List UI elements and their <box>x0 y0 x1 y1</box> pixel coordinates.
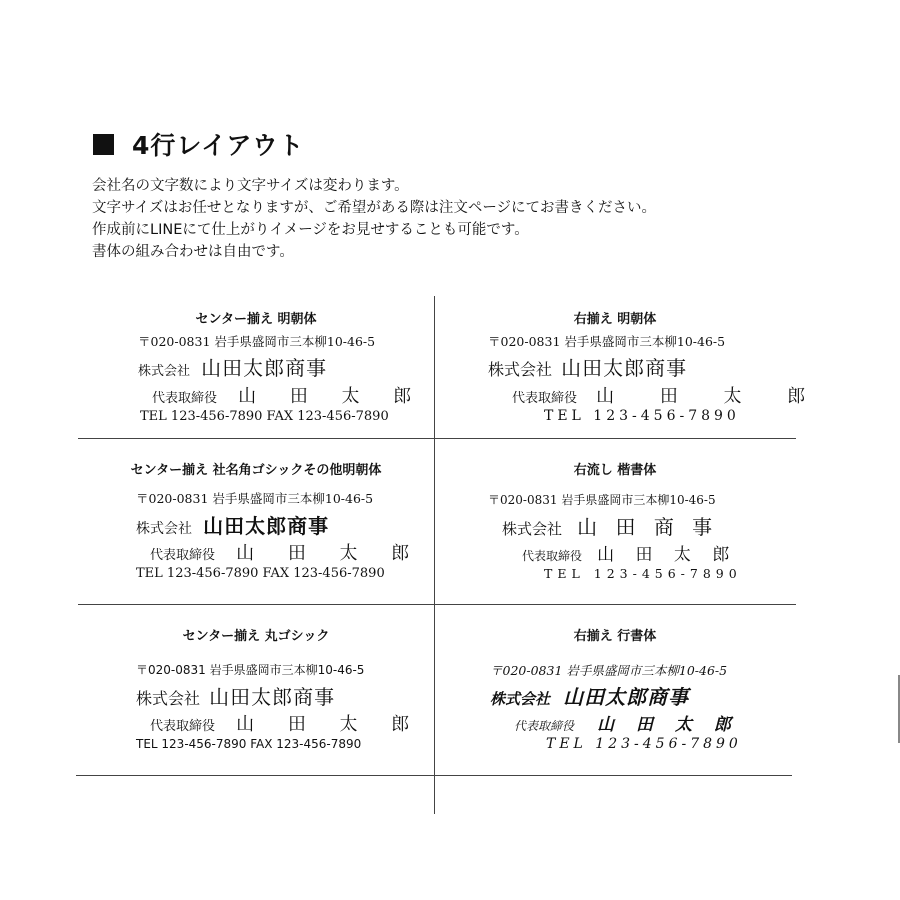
grid-divider-horizontal <box>76 775 792 776</box>
sample-center-maru-gothic <box>78 605 434 775</box>
stamp-person: 山 田 太 郎 <box>597 545 738 565</box>
stamp-address: 〒020-0831 岩手県盛岡市三本柳10-46-5 <box>136 491 374 506</box>
stamp-person: 山 田 太 郎 <box>596 386 826 407</box>
stamp-sample <box>488 332 826 424</box>
stamp-address: 〒020-0831 岩手県盛岡市三本柳10-46-5 <box>136 663 365 677</box>
stamp-role: 代表取締役 <box>150 548 216 563</box>
stamp-sample <box>138 332 426 424</box>
stamp-company-prefix: 株式会社 <box>136 689 201 708</box>
sample-heading: センター揃え 明朝体 <box>195 312 317 327</box>
sample-heading: 右流し 楷書体 <box>573 463 657 478</box>
stamp-person: 山 田 太 郎 <box>236 714 424 735</box>
stamp-sample <box>488 491 742 581</box>
sample-heading: センター揃え 社名角ゴシックその他明朝体 <box>130 463 382 478</box>
stamp-contact: TEL 123-456-7890 FAX 123-456-7890 <box>136 737 362 751</box>
description-line: 文字サイズはお任せとなりますが、ご希望がある際は注文ページにてお書きください。 <box>92 200 657 216</box>
stamp-role: 代表取締役 <box>512 391 578 406</box>
stamp-sample <box>490 661 742 752</box>
stamp-company-name: 山 田 商 事 <box>577 515 719 539</box>
stamp-company-prefix: 株式会社 <box>490 690 551 708</box>
stamp-company-name: 山田太郎商事 <box>209 685 336 709</box>
stamp-company-prefix: 株式会社 <box>136 521 192 537</box>
sample-heading: センター揃え 丸ゴシック <box>182 629 330 644</box>
stamp-contact: TEL 123-456-7890 FAX 123-456-7890 <box>136 566 385 581</box>
sample-center-gothic-mincho <box>78 439 434 604</box>
sample-center-mincho <box>78 296 434 438</box>
stamp-person: 山 田 太 郎 <box>238 386 426 407</box>
stamp-role: 代表取締役 <box>522 549 583 563</box>
stamp-contact: TEL 123-456-7890 <box>544 566 742 581</box>
description <box>92 175 656 263</box>
stamp-company-prefix: 株式会社 <box>138 364 191 379</box>
stamp-address: 〒020-0831 岩手県盛岡市三本柳10-46-5 <box>488 334 726 349</box>
stamp-sample <box>136 489 424 581</box>
sample-right-mincho <box>434 296 826 438</box>
description-line: 会社名の文字数により文字サイズは変わります。 <box>92 178 409 194</box>
stamp-company-prefix: 株式会社 <box>488 360 553 379</box>
sample-right-kaisho <box>434 439 796 604</box>
stamp-sample <box>136 661 424 751</box>
stamp-person: 山 田 太 郎 <box>236 543 424 564</box>
stamp-company-name: 山田太郎商事 <box>563 685 690 709</box>
description-line: 書体の組み合わせは自由です。 <box>92 244 294 260</box>
sample-right-gyosho <box>434 605 796 775</box>
description-line: 作成前にLINEにて仕上がりイメージをお見せすることも可能です。 <box>92 222 529 238</box>
stamp-role: 代表取締役 <box>152 391 218 406</box>
section-header <box>93 126 304 162</box>
stamp-address: 〒020-0831 岩手県盛岡市三本柳10-46-5 <box>138 334 376 349</box>
stamp-role: 代表取締役 <box>150 719 216 734</box>
stamp-company-name: 山田太郎商事 <box>203 514 330 538</box>
sample-heading: 右揃え 明朝体 <box>573 312 657 327</box>
stamp-company-prefix: 株式会社 <box>502 520 563 538</box>
black-square-icon <box>93 134 114 155</box>
stamp-address: 〒020-0831 岩手県盛岡市三本柳10-46-5 <box>490 663 728 678</box>
stamp-contact: TEL 123-456-7890 <box>546 736 742 752</box>
stamp-company-name: 山田太郎商事 <box>201 356 328 380</box>
stamp-contact: TEL 123-456-7890 FAX 123-456-7890 <box>140 409 389 424</box>
stamp-address: 〒020-0831 岩手県盛岡市三本柳10-46-5 <box>488 493 716 507</box>
stamp-contact: TEL 123-456-7890 <box>544 408 740 424</box>
stamp-role: 代表取締役 <box>514 719 575 733</box>
sample-heading: 右揃え 行書体 <box>573 629 657 644</box>
stamp-company-name: 山田太郎商事 <box>561 356 688 380</box>
stamp-person: 山 田 太 郎 <box>597 715 739 735</box>
page-title: 4行レイアウト <box>132 131 305 160</box>
